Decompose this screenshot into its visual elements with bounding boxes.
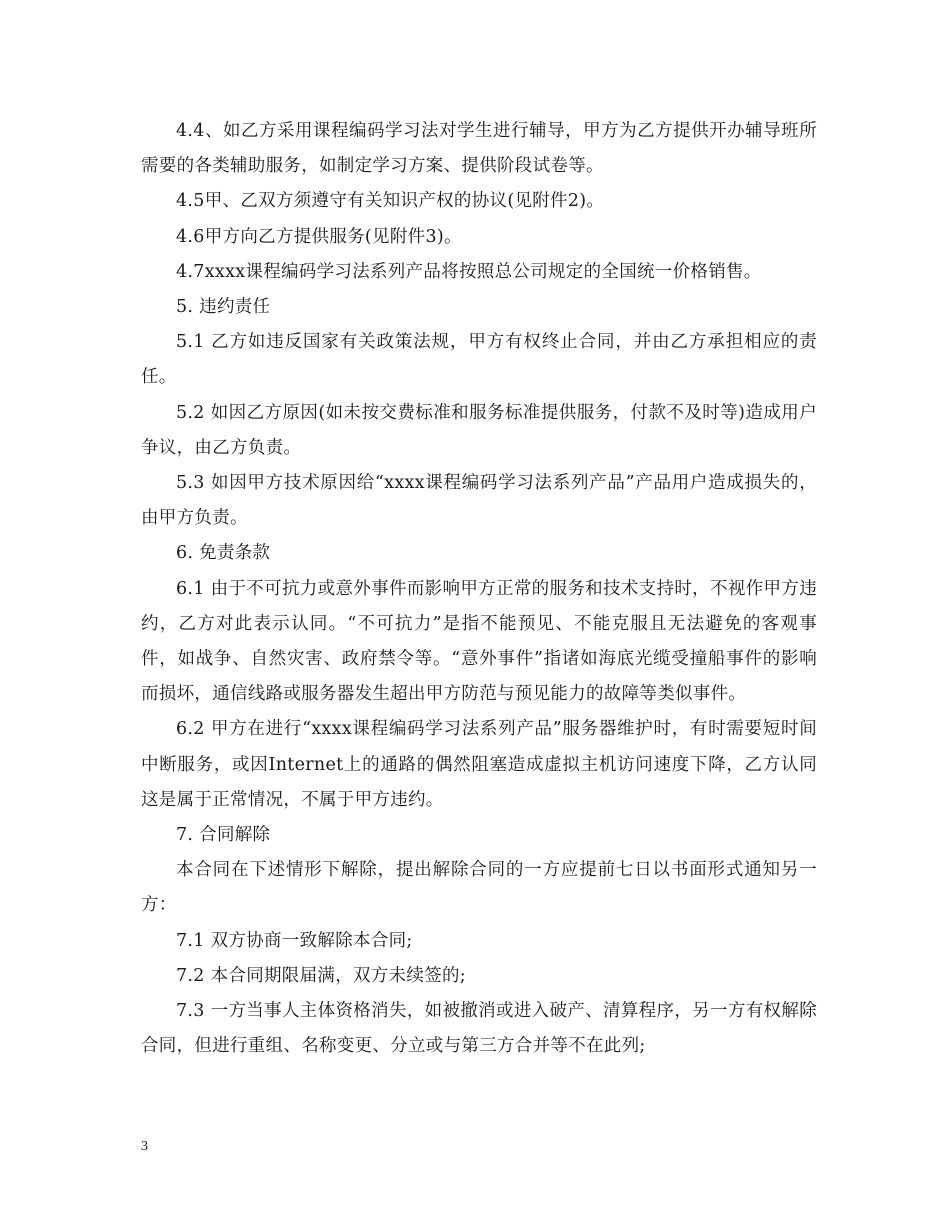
section-heading-5: 5. 违约责任 xyxy=(176,297,271,318)
termination-intro: 本合同在下述情形下解除，提出解除合同的一方应提前七日以书面形式通知另一方： xyxy=(141,860,817,916)
section-heading-7: 7. 合同解除 xyxy=(176,825,271,846)
clause-4-7: 4.7xxxx课程编码学习法系列产品将按照总公司规定的全国统一价格销售。 xyxy=(176,261,762,282)
clause-5-2: 5.2 如因乙方原因(如未按交费标准和服务标准提供服务，付款不及时等)造成用户争议，由乙方负责。 xyxy=(141,402,817,458)
clause-5-1: 5.1 乙方如违反国家有关政策法规，甲方有权终止合同，并由乙方承担相应的责任。 xyxy=(141,332,817,388)
section-heading-6: 6. 免责条款 xyxy=(176,543,271,564)
page-body xyxy=(141,114,817,1064)
clause-6-1: 6.1 由于不可抗力或意外事件而影响甲方正常的服务和技术支持时，不视作甲方违约，乙方对此表示认同。“不可抗力”是指不能预见、不能克服且无法避免的客观事件，如战争、自然灾害、政府禁令等。“意外事件”指诸如海底光缆受撞船事件的影响而损坏，通信线路或服务器发生超出甲方防范与预见能力的故障等类似事件。 xyxy=(141,578,817,705)
clause-6-2: 6.2 甲方在进行“xxxx课程编码学习法系列产品”服务器维护时，有时需要短时间中断服务，或因Internet上的通路的偶然阻塞造成虚拟主机访问速度下降，乙方认同这是属于正常情况，不属于甲方违约。 xyxy=(141,719,817,810)
clause-4-5: 4.5甲、乙双方须遵守有关知识产权的协议(见附件2)。 xyxy=(176,191,605,212)
clause-7-1: 7.1 双方协商一致解除本合同; xyxy=(176,930,413,951)
page-number: 3 xyxy=(141,1139,148,1154)
clause-4-4: 4.4、如乙方采用课程编码学习法对学生进行辅导，甲方为乙方提供开办辅导班所需要的各类辅助服务，如制定学习方案、提供阶段试卷等。 xyxy=(141,121,817,177)
clause-7-2: 7.2 本合同期限届满，双方未续签的; xyxy=(176,965,466,986)
clause-5-3: 5.3 如因甲方技术原因给“xxxx课程编码学习法系列产品”产品用户造成损失的，由甲方负责。 xyxy=(141,473,817,529)
clause-7-3: 7.3 一方当事人主体资格消失，如被撤消或进入破产、清算程序，另一方有权解除合同，但进行重组、名称变更、分立或与第三方合并等不在此列; xyxy=(141,1001,817,1057)
clause-4-6: 4.6甲方向乙方提供服务(见附件3)。 xyxy=(176,226,462,247)
